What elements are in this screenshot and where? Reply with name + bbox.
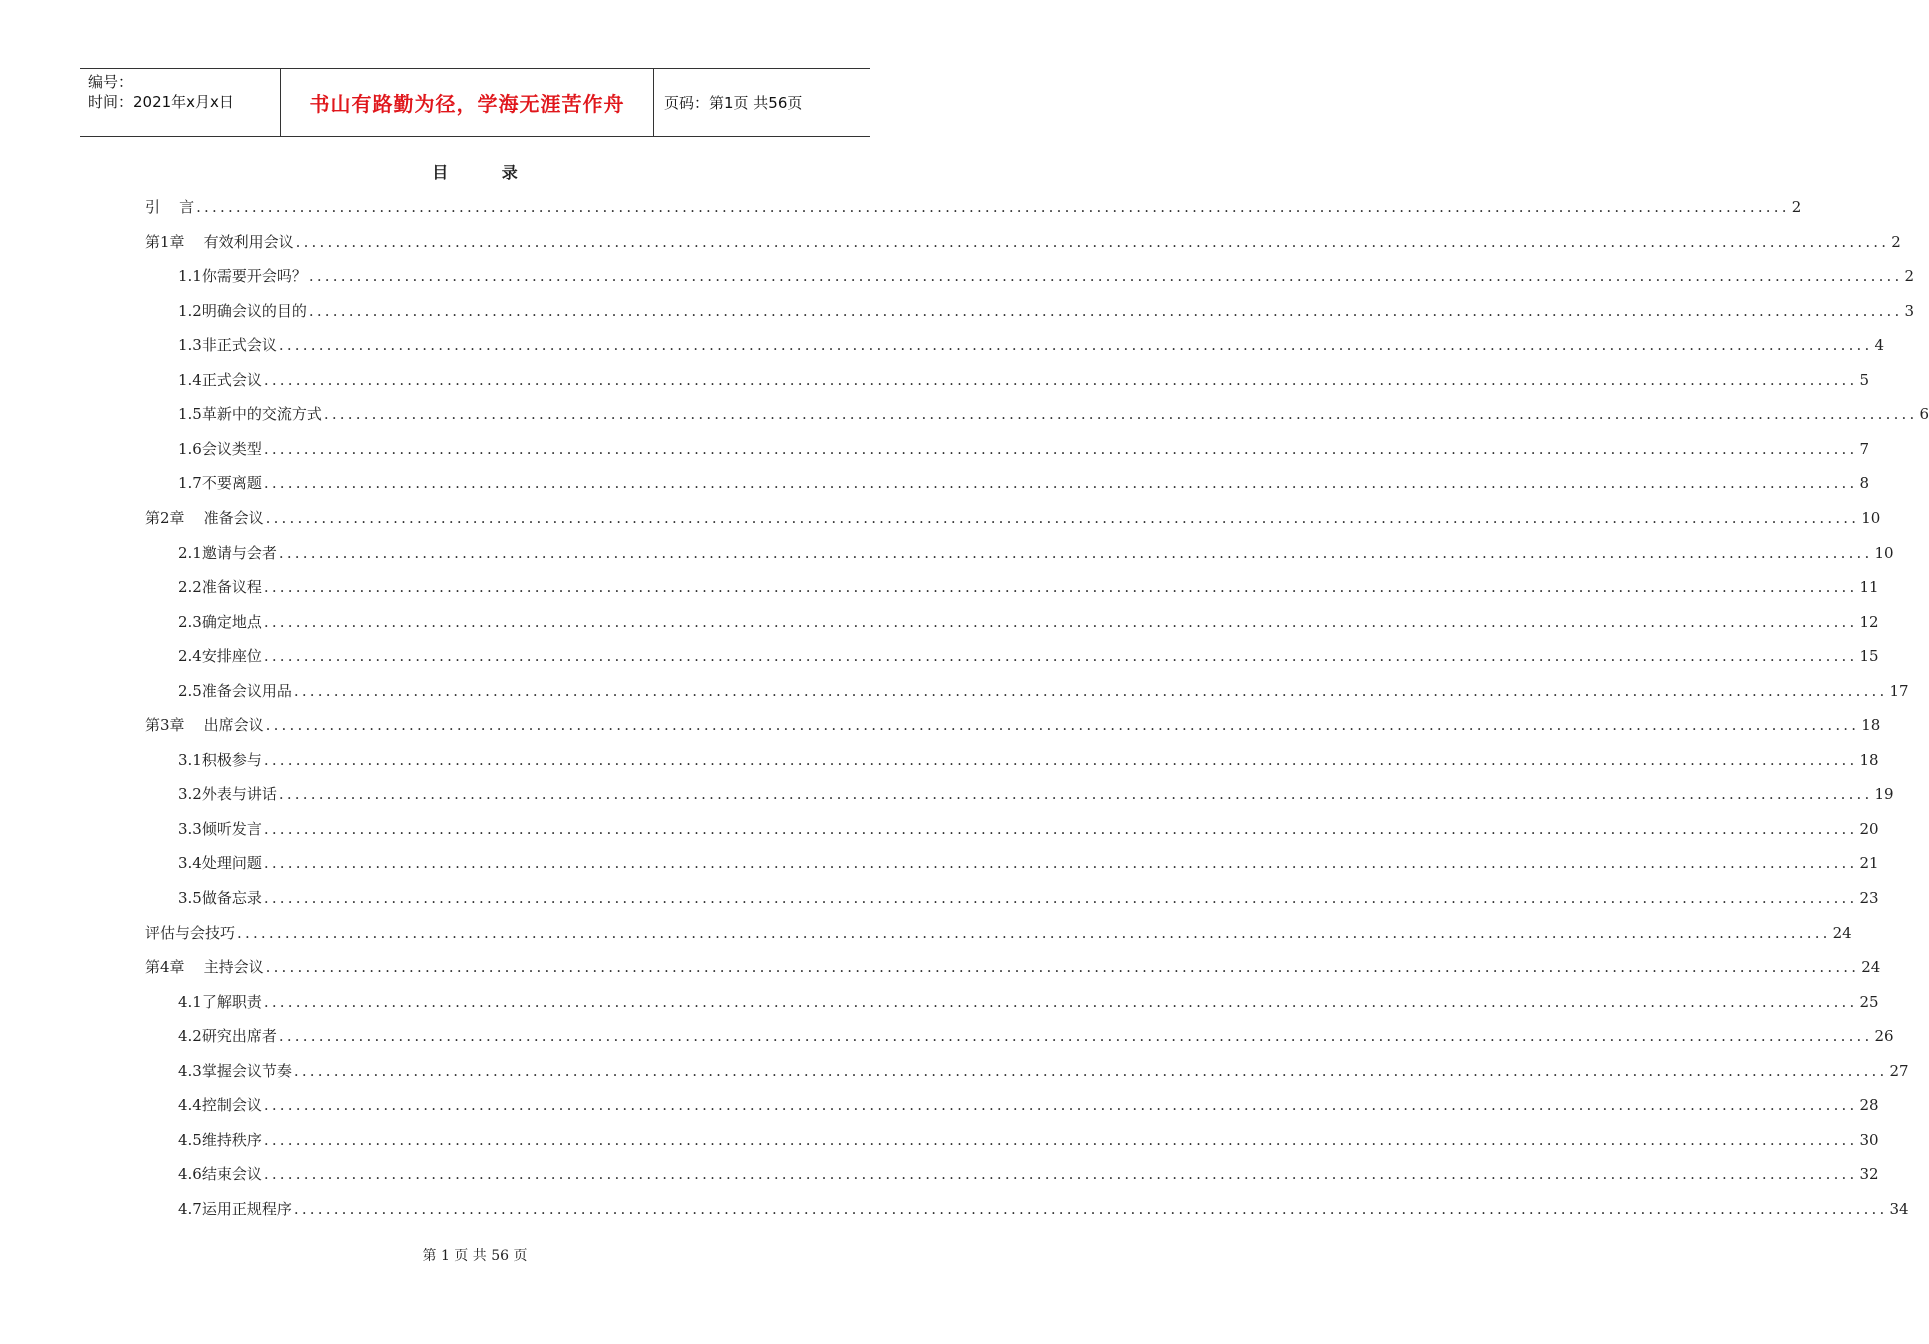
toc-leader-dots: ........................................................................................................................................................................................................	[263, 578, 1858, 597]
toc-entry[interactable]	[145, 955, 1881, 979]
toc-entry-label: 评估与会技巧	[145, 923, 236, 942]
toc-leader-dots: ........................................................................................................................................................................................................	[263, 439, 1858, 458]
toc-leader-dots: ........................................................................................................................................................................................................	[263, 889, 1858, 907]
toc-entry[interactable]	[178, 817, 1879, 841]
toc-leader-dots: ........................................................................................................................................................................................................	[263, 647, 1858, 666]
toc-entry[interactable]	[178, 782, 1894, 806]
toc-entry-page: 18	[1859, 750, 1879, 769]
toc-leader-dots: ........................................................................................................................................................................................................	[263, 750, 1858, 769]
toc-entry-label: 2.3确定地点	[178, 612, 262, 631]
toc-entry[interactable]	[178, 368, 1870, 392]
toc-entry-page: 2	[1891, 232, 1901, 251]
toc-entry[interactable]	[178, 748, 1879, 772]
toc-entry-label: 2.4安排座位	[178, 647, 262, 666]
toc-entry-page: 24	[1861, 958, 1881, 977]
toc-leader-dots: ........................................................................................................................................................................................................	[278, 1027, 1873, 1046]
toc-entry-label: 1.6会议类型	[178, 439, 262, 458]
toc-entry-page: 7	[1859, 439, 1870, 458]
toc-leader-dots: ........................................................................................................................................................................................................	[293, 1061, 1888, 1080]
toc-entry-label: 1.4正式会议	[178, 370, 262, 389]
toc-entry[interactable]	[178, 437, 1870, 461]
header-page-info: 页码：第1页 共56页	[664, 94, 803, 112]
toc-entry[interactable]	[178, 644, 1879, 668]
toc-leader-dots: ........................................................................................................................................................................................................	[263, 1165, 1858, 1184]
toc-entry-label: 2.5准备会议用品	[178, 681, 292, 700]
toc-leader-dots: ........................................................................................................................................................................................................	[263, 1096, 1858, 1115]
toc-entry-label: 4.7运用正规程序	[178, 1199, 292, 1218]
toc-entry-label: 1.2明确会议的目的	[178, 301, 307, 320]
toc-entry[interactable]	[178, 610, 1879, 634]
toc-entry-page: 12	[1859, 612, 1879, 631]
toc-entry-page: 34	[1889, 1199, 1909, 1218]
toc-entry-page: 3	[1904, 301, 1915, 320]
toc-entry[interactable]	[145, 921, 1852, 945]
toc-entry-page: 23	[1859, 889, 1879, 907]
toc-leader-dots: ........................................................................................................................................................................................................	[263, 992, 1858, 1011]
toc-entry-page: 2	[1904, 267, 1915, 286]
toc-entry-page: 30	[1859, 1130, 1879, 1149]
toc-entry-label: 4.5维持秩序	[178, 1130, 262, 1149]
toc-entry[interactable]	[145, 195, 1802, 219]
toc-entry-page: 17	[1889, 681, 1909, 700]
toc-leader-dots: ........................................................................................................................................................................................................	[278, 543, 1873, 562]
toc-entry-page: 32	[1859, 1165, 1879, 1184]
toc-entry-page: 6	[1919, 405, 1929, 424]
toc-leader-dots: ........................................................................................................................................................................................................	[263, 819, 1858, 838]
toc-leader-dots: ........................................................................................................................................................................................................	[293, 681, 1888, 700]
toc-entry-page: 26	[1874, 1027, 1894, 1046]
toc-entry[interactable]	[178, 1197, 1909, 1221]
toc-entry-page: 8	[1859, 474, 1870, 493]
document-number-label: 编号：	[88, 73, 134, 91]
toc-entry-label: 2.1邀请与会者	[178, 543, 277, 562]
toc-leader-dots: ........................................................................................................................................................................................................	[265, 958, 1860, 977]
toc-entry[interactable]	[178, 1024, 1894, 1048]
toc-entry[interactable]	[178, 1093, 1879, 1117]
toc-leader-dots: ........................................................................................................................................................................................................	[263, 612, 1858, 631]
toc-entry[interactable]	[178, 333, 1885, 357]
toc-entry-label: 3.1积极参与	[178, 750, 262, 769]
toc-entry-label: 引 言	[145, 198, 195, 216]
toc-entry[interactable]	[178, 990, 1879, 1014]
toc-entry-page: 24	[1832, 923, 1852, 942]
toc-entry-label: 4.3掌握会议节奏	[178, 1061, 292, 1080]
toc-entry[interactable]	[178, 1128, 1879, 1152]
toc-leader-dots: ........................................................................................................................................................................................................	[263, 1130, 1858, 1149]
toc-entry[interactable]	[178, 679, 1909, 703]
toc-entry-label: 1.7不要离题	[178, 474, 262, 493]
toc-entry[interactable]	[145, 506, 1881, 530]
toc-entry-label: 4.2研究出席者	[178, 1027, 277, 1046]
toc-entry[interactable]	[178, 471, 1870, 495]
toc-title: 目 录	[432, 163, 542, 182]
page-footer: 第 1 页 共 56 页	[422, 1248, 528, 1264]
toc-entry[interactable]	[178, 1059, 1909, 1083]
toc-entry[interactable]	[178, 541, 1894, 565]
header-motto-cell	[281, 69, 654, 136]
toc-leader-dots: ........................................................................................................................................................................................................	[278, 336, 1873, 355]
toc-entry-page: 20	[1859, 819, 1879, 838]
document-header	[80, 68, 870, 137]
toc-entry-label: 4.4控制会议	[178, 1096, 262, 1115]
toc-entry[interactable]	[178, 575, 1879, 599]
toc-leader-dots: ........................................................................................................................................................................................................	[308, 267, 1903, 286]
toc-entry[interactable]	[178, 851, 1879, 875]
toc-leader-dots: ........................................................................................................................................................................................................	[295, 232, 1890, 251]
toc-entry-label: 2.2准备议程	[178, 578, 262, 597]
toc-entry-label: 第1章 有效利用会议	[145, 232, 294, 251]
toc-entry-page: 11	[1859, 578, 1879, 597]
toc-leader-dots: ........................................................................................................................................................................................................	[263, 854, 1858, 873]
toc-entry-label: 3.5做备忘录	[178, 889, 262, 907]
header-meta	[80, 69, 281, 136]
document-time-label: 时间：2021年x月x日	[88, 93, 234, 111]
toc-entry[interactable]	[178, 886, 1879, 910]
header-motto: 书山有路勤为径，学海无涯苦作舟	[309, 92, 625, 116]
toc-leader-dots: ........................................................................................................................................................................................................	[265, 508, 1860, 527]
toc-entry-page: 18	[1861, 716, 1881, 735]
toc-leader-dots: ........................................................................................................................................................................................................	[308, 301, 1903, 320]
toc-entry-label: 第2章 准备会议	[145, 508, 264, 527]
toc-entry-page: 5	[1859, 370, 1870, 389]
toc-entry[interactable]	[178, 402, 1929, 426]
toc-entry-label: 1.1你需要开会吗？	[178, 267, 307, 286]
toc-leader-dots: ........................................................................................................................................................................................................	[196, 198, 1790, 216]
toc-entry[interactable]	[178, 299, 1915, 323]
toc-entry-page: 27	[1889, 1061, 1909, 1080]
toc-entry-page: 19	[1874, 785, 1894, 804]
toc-entry-label: 3.2外表与讲话	[178, 785, 277, 804]
toc-entry[interactable]	[178, 1162, 1879, 1186]
toc-entry-label: 3.3倾听发言	[178, 819, 262, 838]
toc-entry-label: 1.3非正式会议	[178, 336, 277, 355]
toc-entry-page: 28	[1859, 1096, 1879, 1115]
toc-leader-dots: ........................................................................................................................................................................................................	[263, 370, 1858, 389]
toc-entry-page: 25	[1859, 992, 1879, 1011]
toc-entry-page: 4	[1874, 336, 1885, 355]
toc-entry-page: 10	[1874, 543, 1894, 562]
toc-leader-dots: ........................................................................................................................................................................................................	[278, 785, 1873, 804]
toc-leader-dots: ........................................................................................................................................................................................................	[237, 923, 1831, 942]
toc-leader-dots: ........................................................................................................................................................................................................	[323, 405, 1918, 424]
toc-entry-page: 21	[1859, 854, 1879, 873]
toc-entry-page: 10	[1861, 508, 1881, 527]
toc-entry[interactable]	[145, 713, 1881, 737]
toc-entry-page: 15	[1859, 647, 1879, 666]
toc-entry-label: 1.5革新中的交流方式	[178, 405, 322, 424]
toc-entry-label: 第3章 出席会议	[145, 716, 264, 735]
toc-entry-label: 4.6结束会议	[178, 1165, 262, 1184]
toc-entry-label: 第4章 主持会议	[145, 958, 264, 977]
toc-entry-label: 4.1了解职责	[178, 992, 262, 1011]
toc-entry[interactable]	[145, 230, 1901, 254]
toc-leader-dots: ........................................................................................................................................................................................................	[293, 1199, 1888, 1218]
toc-entry-page: 2	[1791, 198, 1802, 216]
toc-leader-dots: ........................................................................................................................................................................................................	[265, 716, 1860, 735]
toc-entry[interactable]	[178, 264, 1915, 288]
toc-leader-dots: ........................................................................................................................................................................................................	[263, 474, 1858, 493]
toc-entry-label: 3.4处理问题	[178, 854, 262, 873]
